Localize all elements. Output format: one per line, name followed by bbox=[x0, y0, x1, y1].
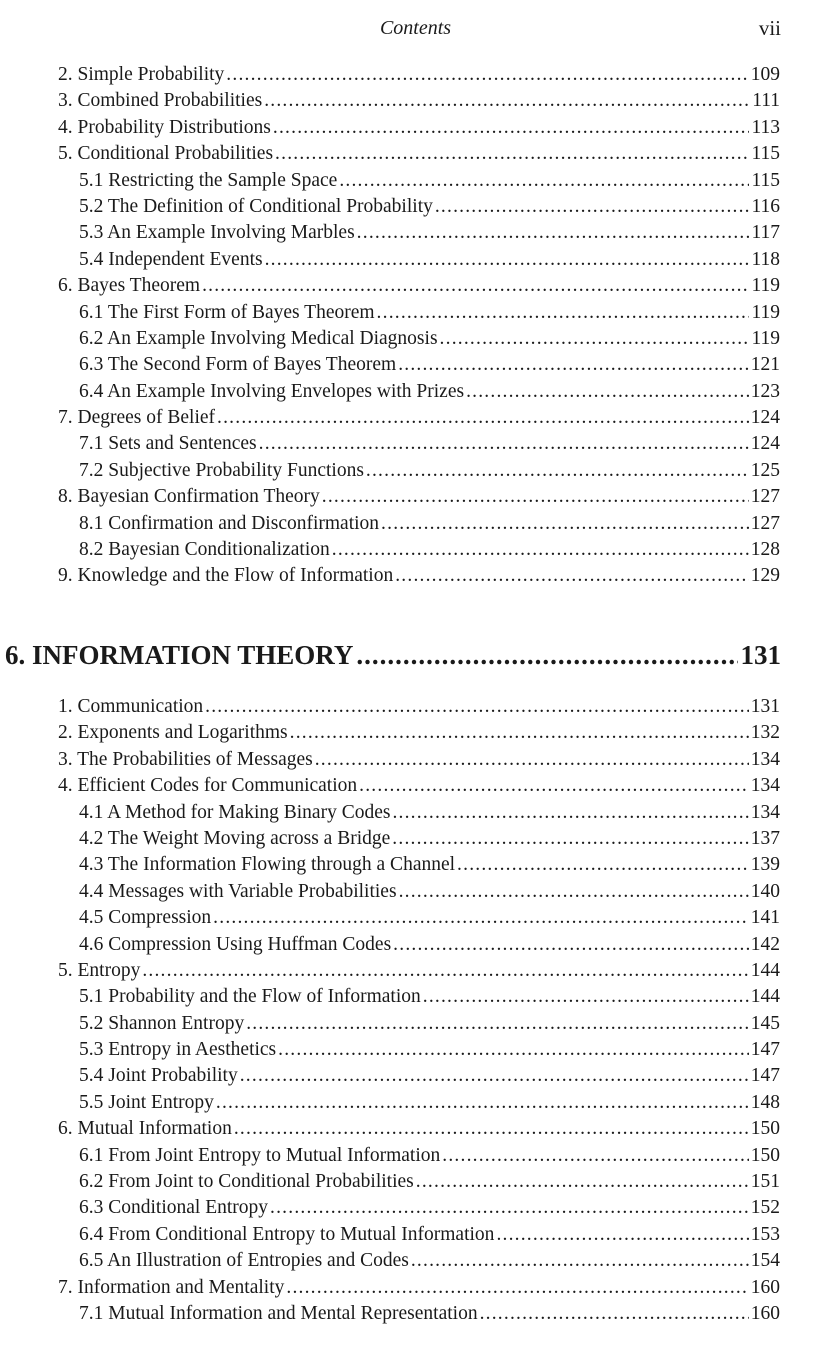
toc-entry bbox=[58, 141, 780, 167]
toc-entry-title: 5. Entropy bbox=[58, 959, 141, 981]
toc-entry bbox=[58, 852, 780, 878]
chapter-title: 6. INFORMATION THEORY bbox=[5, 640, 354, 670]
toc-entry-page: 123 bbox=[750, 380, 780, 402]
toc-entry-page: 129 bbox=[750, 565, 780, 587]
dot-leader bbox=[286, 1275, 748, 1301]
dot-leader bbox=[216, 1090, 749, 1116]
toc-entry bbox=[58, 115, 780, 141]
toc-entry bbox=[58, 300, 780, 326]
toc-entry-title: 1. Communication bbox=[58, 696, 204, 717]
toc-entry bbox=[58, 62, 780, 88]
toc-entry-title: 6. Bayes Theorem bbox=[58, 275, 201, 297]
dot-leader bbox=[259, 431, 749, 457]
folio: vii bbox=[758, 16, 781, 40]
dot-leader bbox=[275, 141, 749, 167]
toc-section-bottom bbox=[58, 694, 780, 1327]
dot-leader bbox=[322, 484, 749, 510]
toc-entry-title: 6.3 The Second Form of Bayes Theorem bbox=[79, 354, 397, 376]
toc-entry-page: 115 bbox=[751, 143, 780, 165]
toc-entry bbox=[58, 932, 780, 958]
toc-entry bbox=[58, 958, 780, 984]
toc-entry-title: 5.3 An Example Involving Marbles bbox=[79, 222, 355, 244]
toc-entry-title: 5. Conditional Probabilities bbox=[58, 143, 274, 165]
toc-entry-page: 124 bbox=[750, 433, 780, 455]
toc-entry bbox=[58, 194, 780, 220]
toc-entry-title: 4.2 The Weight Moving across a Bridge bbox=[79, 827, 391, 849]
toc-entry bbox=[58, 1169, 780, 1195]
toc-entry bbox=[58, 379, 780, 405]
toc-entry-page: 134 bbox=[750, 775, 780, 797]
toc-entry-page: 144 bbox=[750, 986, 780, 1008]
dot-leader bbox=[357, 220, 750, 246]
toc-entry-page: 116 bbox=[751, 195, 780, 217]
toc-entry bbox=[58, 247, 780, 273]
dot-leader bbox=[392, 826, 748, 852]
toc-entry-page: 142 bbox=[750, 933, 780, 955]
toc-entry bbox=[58, 168, 780, 194]
toc-entry-page: 150 bbox=[750, 1118, 780, 1140]
toc-entry-title: 8. Bayesian Confirmation Theory bbox=[58, 486, 320, 508]
toc-entry-title: 2. Simple Probability bbox=[58, 64, 225, 85]
toc-entry-page: 134 bbox=[750, 801, 780, 823]
toc-entry bbox=[58, 694, 780, 720]
toc-entry-title: 7.1 Sets and Sentences bbox=[79, 433, 257, 455]
toc-entry-page: 134 bbox=[750, 748, 780, 770]
dot-leader bbox=[240, 1063, 749, 1089]
toc-entry-page: 119 bbox=[751, 301, 780, 323]
toc-entry-page: 140 bbox=[750, 880, 780, 902]
toc-entry-title: 8.1 Confirmation and Disconfirmation bbox=[79, 512, 380, 534]
toc-entry bbox=[58, 273, 780, 299]
dot-leader bbox=[440, 326, 750, 352]
dot-leader bbox=[395, 563, 749, 589]
dot-leader bbox=[398, 352, 749, 378]
toc-entry-title: 4.1 A Method for Making Binary Codes bbox=[79, 801, 391, 823]
dot-leader bbox=[457, 852, 749, 878]
toc-entry bbox=[58, 220, 780, 246]
dot-leader bbox=[381, 511, 749, 537]
toc-entry bbox=[58, 773, 780, 799]
toc-entry-title: 3. Combined Probabilities bbox=[58, 90, 263, 112]
toc-entry bbox=[58, 537, 780, 563]
toc-section-top bbox=[58, 62, 780, 590]
toc-entry bbox=[58, 1116, 780, 1142]
toc-entry bbox=[58, 879, 780, 905]
dot-leader bbox=[416, 1169, 749, 1195]
dot-leader bbox=[213, 905, 749, 931]
dot-leader bbox=[377, 300, 750, 326]
toc-entry-page: 160 bbox=[750, 1302, 780, 1324]
toc-entry bbox=[58, 1037, 780, 1063]
toc-entry bbox=[58, 747, 780, 773]
toc-entry bbox=[58, 800, 780, 826]
toc-entry-page: 144 bbox=[750, 959, 780, 981]
toc-entry-page: 141 bbox=[750, 907, 780, 929]
toc-entry-page: 127 bbox=[750, 486, 780, 508]
toc-entry-title: 5.2 Shannon Entropy bbox=[79, 1012, 245, 1034]
toc-entry-page: 148 bbox=[750, 1091, 780, 1113]
toc-entry bbox=[58, 720, 780, 746]
toc-entry-page: 131 bbox=[750, 696, 780, 717]
toc-entry-title: 6.2 From Joint to Conditional Probabilities bbox=[79, 1171, 414, 1193]
toc-entry-title: 5.3 Entropy in Aesthetics bbox=[79, 1039, 277, 1061]
toc-entry-page: 109 bbox=[750, 64, 780, 85]
toc-entry-page: 128 bbox=[750, 539, 780, 561]
dot-leader bbox=[264, 88, 750, 114]
toc-entry bbox=[58, 1275, 780, 1301]
dot-leader bbox=[278, 1037, 749, 1063]
toc-entry-page: 119 bbox=[751, 327, 780, 349]
chapter-page: 131 bbox=[740, 640, 781, 670]
running-title: Contents bbox=[379, 17, 452, 39]
dot-leader bbox=[480, 1301, 749, 1327]
dot-leader bbox=[435, 194, 750, 220]
dot-leader bbox=[205, 694, 749, 720]
toc-entry bbox=[58, 1195, 780, 1221]
toc-entry bbox=[58, 352, 780, 378]
toc-entry-page: 132 bbox=[750, 722, 780, 744]
toc-entry-title: 5.4 Joint Probability bbox=[79, 1065, 238, 1087]
dot-leader bbox=[246, 1011, 749, 1037]
toc-entry-title: 5.1 Restricting the Sample Space bbox=[79, 169, 338, 191]
dot-leader bbox=[339, 168, 749, 194]
toc-entry-title: 5.4 Independent Events bbox=[79, 248, 263, 270]
toc-entry-title: 6.4 An Example Involving Envelopes with Prizes bbox=[79, 380, 465, 402]
toc-entry-title: 5.2 The Definition of Conditional Probability bbox=[79, 195, 433, 217]
dot-leader bbox=[366, 458, 749, 484]
toc-entry-page: 147 bbox=[750, 1065, 780, 1087]
toc-entry-title: 2. Exponents and Logarithms bbox=[58, 722, 288, 744]
toc-entry-page: 147 bbox=[750, 1039, 780, 1061]
toc-entry bbox=[58, 1143, 780, 1169]
toc-entry bbox=[58, 458, 780, 484]
toc-entry-title: 7.1 Mutual Information and Mental Representation bbox=[79, 1302, 478, 1324]
dot-leader bbox=[290, 720, 749, 746]
toc-entry-page: 119 bbox=[751, 275, 780, 297]
dot-leader bbox=[217, 405, 749, 431]
toc-entry-page: 113 bbox=[751, 116, 780, 138]
toc-entry bbox=[58, 405, 780, 431]
toc-entry-title: 3. The Probabilities of Messages bbox=[58, 748, 313, 770]
toc-entry-page: 139 bbox=[750, 854, 780, 876]
dot-leader bbox=[423, 984, 749, 1010]
dot-leader bbox=[411, 1248, 749, 1274]
toc-entry bbox=[58, 1222, 780, 1248]
toc-entry-page: 153 bbox=[750, 1223, 780, 1245]
toc-entry bbox=[58, 984, 780, 1010]
toc-entry bbox=[58, 563, 780, 589]
dot-leader bbox=[392, 800, 748, 826]
toc-entry-title: 7. Information and Mentality bbox=[58, 1276, 285, 1298]
dot-leader bbox=[265, 247, 750, 273]
toc-entry bbox=[58, 484, 780, 510]
toc-entry-title: 6.3 Conditional Entropy bbox=[79, 1197, 269, 1219]
toc-entry bbox=[58, 511, 780, 537]
toc-entry-page: 115 bbox=[751, 169, 780, 191]
toc-entry-title: 6. Mutual Information bbox=[58, 1118, 232, 1140]
toc-entry-title: 4.5 Compression bbox=[79, 907, 212, 929]
chapter-heading bbox=[5, 634, 781, 676]
dot-leader bbox=[202, 273, 749, 299]
toc-entry bbox=[58, 1063, 780, 1089]
toc-entry-title: 6.1 The First Form of Bayes Theorem bbox=[79, 301, 375, 323]
dot-leader bbox=[496, 1222, 748, 1248]
dot-leader bbox=[226, 62, 748, 88]
toc-entry-page: 145 bbox=[750, 1012, 780, 1034]
toc-entry-page: 152 bbox=[750, 1197, 780, 1219]
running-head bbox=[0, 14, 831, 42]
toc-entry bbox=[58, 326, 780, 352]
toc-entry-title: 4.6 Compression Using Huffman Codes bbox=[79, 933, 392, 955]
dot-leader bbox=[315, 747, 749, 773]
dot-leader bbox=[273, 115, 750, 141]
dot-leader bbox=[466, 379, 749, 405]
toc-entry-page: 137 bbox=[750, 827, 780, 849]
toc-entry-page: 111 bbox=[752, 90, 780, 112]
toc-entry-title: 6.5 An Illustration of Entropies and Codes bbox=[79, 1250, 409, 1272]
dot-leader bbox=[356, 634, 737, 676]
toc-entry bbox=[58, 905, 780, 931]
toc-entry-title: 7. Degrees of Belief bbox=[58, 407, 216, 429]
dot-leader bbox=[399, 879, 749, 905]
toc-entry-title: 6.4 From Conditional Entropy to Mutual Information bbox=[79, 1223, 495, 1245]
dot-leader bbox=[234, 1116, 749, 1142]
toc-entry bbox=[58, 88, 780, 114]
dot-leader bbox=[270, 1195, 749, 1221]
toc-entry-title: 6.2 An Example Involving Medical Diagnosis bbox=[79, 327, 438, 349]
toc-entry-page: 121 bbox=[750, 354, 780, 376]
toc-entry bbox=[58, 431, 780, 457]
toc-entry bbox=[58, 1248, 780, 1274]
toc-entry-page: 118 bbox=[751, 248, 780, 270]
toc-entry-page: 150 bbox=[750, 1144, 780, 1166]
toc-entry-title: 6.1 From Joint Entropy to Mutual Information bbox=[79, 1144, 441, 1166]
toc-entry-title: 4.4 Messages with Variable Probabilities bbox=[79, 880, 397, 902]
toc-entry-title: 5.1 Probability and the Flow of Information bbox=[79, 986, 421, 1008]
dot-leader bbox=[142, 958, 748, 984]
toc-entry-title: 7.2 Subjective Probability Functions bbox=[79, 459, 364, 481]
toc-entry-page: 127 bbox=[750, 512, 780, 534]
toc-entry-title: 4. Probability Distributions bbox=[58, 116, 271, 138]
toc-entry bbox=[58, 1090, 780, 1116]
dot-leader bbox=[393, 932, 749, 958]
toc-entry-title: 8.2 Bayesian Conditionalization bbox=[79, 539, 330, 561]
toc-entry-page: 154 bbox=[750, 1250, 780, 1272]
dot-leader bbox=[442, 1143, 748, 1169]
toc-entry bbox=[58, 1301, 780, 1327]
dot-leader bbox=[359, 773, 749, 799]
toc-entry-page: 151 bbox=[750, 1171, 780, 1193]
dot-leader bbox=[332, 537, 749, 563]
toc-entry-title: 9. Knowledge and the Flow of Information bbox=[58, 565, 394, 587]
toc-entry-page: 117 bbox=[751, 222, 780, 244]
toc-entry-page: 124 bbox=[750, 407, 780, 429]
toc-entry-title: 5.5 Joint Entropy bbox=[79, 1091, 214, 1113]
toc-entry-title: 4. Efficient Codes for Communication bbox=[58, 775, 358, 797]
toc-entry bbox=[58, 1011, 780, 1037]
toc-entry bbox=[58, 826, 780, 852]
toc-entry-page: 160 bbox=[750, 1276, 780, 1298]
toc-entry-title: 4.3 The Information Flowing through a Channel bbox=[79, 854, 456, 876]
toc-entry-page: 125 bbox=[750, 459, 780, 481]
